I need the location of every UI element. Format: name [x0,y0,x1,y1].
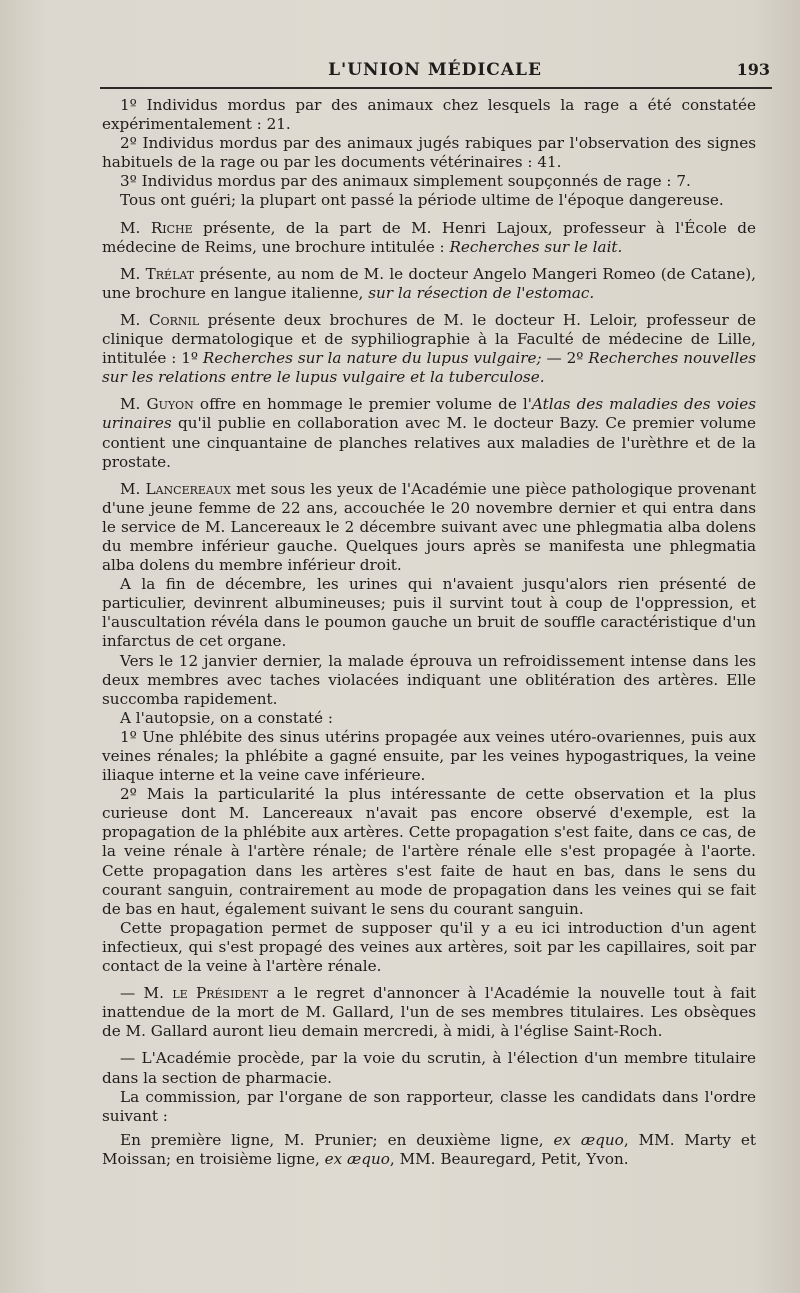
paragraph: A l'autopsie, on a constaté : [120,708,333,727]
header-rule [100,87,772,89]
latin-phrase: ex æquo [553,1130,624,1149]
paragraph-lancereaux: M. Lancereaux met sous les yeux de l'Académie une pièce pathologique provenant d'une jeune femme de 22 ans, accouchée le 20 novembre dernier et qui entra dans le service de M. Lancereaux le 2 décembre suivant avec une phlegmatia alba dolens du membre inférieur gauche. Quelques jours après se manifesta une phlegmatia alba dolens du membre inférieur droit. [102,479,756,575]
article-body [102,96,756,1169]
paragraph-cornil: M. Cornil présente deux brochures de M. le docteur H. Leloir, professeur de clinique dermatologique et de syphiliographie à la Faculté de médecine de Lille, intitulée : 1º Recherches sur la nature du lupus vulgaire; — 2º Recherches nouvelles sur les relations entre le lupus vulgaire et la tuberculose. [102,310,756,387]
paragraph: 3º Individus mordus par des animaux simplement soupçonnés de rage : 7. [120,172,691,191]
running-title: L'UNION MÉDICALE [328,60,542,80]
page-header [100,58,770,84]
work-title: Recherches sur le lait. [449,237,623,256]
speaker-name: le Président [172,984,269,1003]
speaker-name: Trélat [145,264,195,283]
paragraph-trelat: M. Trélat présente, au nom de M. le docteur Angelo Mangeri Romeo (de Catane), une brochure en langue italienne, sur la résection de l'estomac. [102,264,756,302]
paragraph: 1º Une phlébite des sinus utérins propagée aux veines utéro-ovariennes, puis aux veines rénales; la phlébite a gagné ensuite, par les veines hypogastriques, la veine iliaque interne et la veine cave inférieure. [102,727,756,785]
speaker-name: Riche [150,218,193,237]
paragraph-guyon: M. Guyon offre en hommage le premier volume de l'Atlas des maladies des voies urinaires qu'il publie en collaboration avec M. le docteur Bazy. Ce premier volume contient une cinquantaine de planches relatives aux maladies de l'urèthre et de la prostate. [102,395,756,471]
paragraph: A la fin de décembre, les urines qui n'avaient jusqu'alors rien présenté de particulier, devinrent albumineuses; puis il survint tout à coup de l'oppression, et l'auscultation révéla dans le poumon gauche un bruit de souffle caractéristique d'un infarctus de cet organe. [102,575,756,651]
paragraph: Cette propagation permet de supposer qu'il y a eu ici introduction d'un agent infectieux, qui s'est propagé des veines aux artères, soit par les capillaires, soit par contact de la veine à l'artère rénale. [102,918,756,976]
paragraph: Tous ont guéri; la plupart ont passé la période ultime de l'époque dangereuse. [120,191,724,210]
paragraph: — L'Académie procède, par la voie du scrutin, à l'élection d'un membre titulaire dans la section de pharmacie. [102,1049,756,1087]
paragraph: Vers le 12 janvier dernier, la malade éprouva un refroidissement intense dans les deux membres avec taches violacées indiquant une oblitération des artères. Elle succomba rapidement. [102,651,756,708]
paragraph-ranking: En première ligne, M. Prunier; en deuxième ligne, ex æquo, MM. Marty et Moissan; en troisième ligne, ex æquo, MM. Beauregard, Petit, Yvon. [102,1130,756,1168]
work-title: Recherches sur la nature du lupus vulgaire; [202,349,542,368]
paragraph: 2º Individus mordus par des animaux jugés rabiques par l'observation des signes habituels de la rage ou par les documents vétérinaires : 41. [102,134,756,172]
speaker-name: Lancereaux [145,479,231,498]
work-title: Atlas des maladies des voies urinaires [102,395,756,433]
paragraph: 2º Mais la particularité la plus intéressante de cette observation et la plus curieuse dont M. Lancereaux n'avait pas encore observé d'exemple, est la propagation de la phlébite aux artères. Cette propagation s'est faite, dans ce cas, de la veine rénale à l'artère rénale; de l'artère rénale elle s'est propagée à l'aorte. Cette propagation dans les artères s'est faite de haut en bas, dans le sens du courant sanguin, contrairement au mode de propagation dans les veines qui se fait de bas en haut, également suivant le sens du courant sanguin. [102,785,756,918]
work-title: Recherches nouvelles sur les relations entre le lupus vulgaire et la tuberculose. [102,349,756,387]
work-title: sur la résection de l'estomac. [368,283,595,302]
paragraph: La commission, par l'organe de son rapporteur, classe les candidats dans l'ordre suivant : [102,1087,756,1125]
page-number: 193 [736,60,770,79]
paragraph-riche: M. Riche présente, de la part de M. Henri Lajoux, professeur à l'École de médecine de Reims, une brochure intitulée : Recherches sur le lait. [102,218,757,256]
paragraph-president: — M. le Président a le regret d'annoncer à l'Académie la nouvelle tout à fait inattendue de la mort de M. Gallard, l'un de ses membres titulaires. Les obsèques de M. Gallard auront lieu demain mercredi, à midi, à l'église Saint-Roch. [102,984,756,1041]
paragraph: 1º Individus mordus par des animaux chez lesquels la rage a été constatée expérimentalement : 21. [102,96,756,134]
latin-phrase: ex æquo [324,1149,390,1168]
speaker-name: Guyon [146,395,194,414]
speaker-name: Cornil [148,310,200,329]
